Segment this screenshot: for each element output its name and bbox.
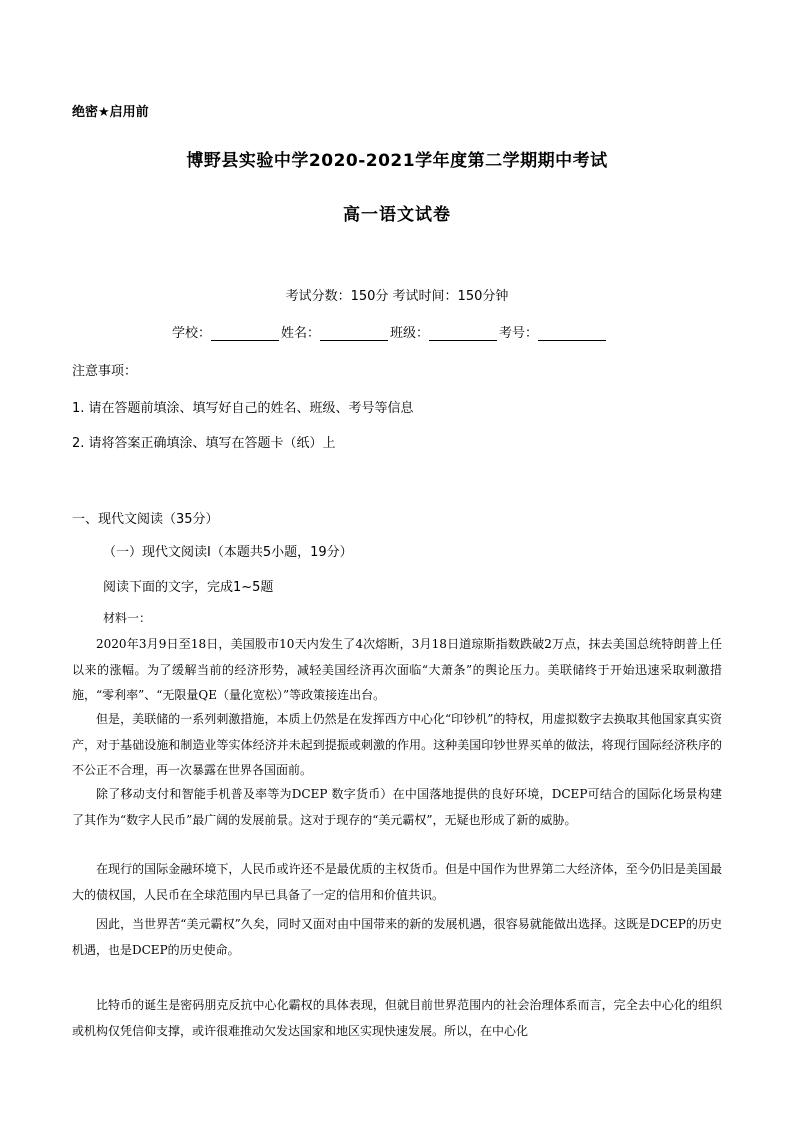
exam-subtitle: 高一语文试卷 [343, 205, 451, 225]
name-label: 姓名： [281, 326, 321, 341]
note-item: 1. 请在答题前填涂、填写好自己的姓名、班级、考号等信息 [72, 401, 414, 416]
paragraph: 2020年3月9日至18日，美国股市10天内发生了4次熔断，3月18日道琼斯指数跌破2万点，抹去美国总统特朗普上任以来的涨幅。为了缓解当前的经济形势，减轻美国经济再次面临“大萧条”的舆论压力。美联储终于开始迅速采取刺激措施，“零利率”、“无限量QE（量化宽松）”等政策接连出台。 [72, 637, 722, 702]
paragraph: 比特币的诞生是密码朋克反抗中心化霸权的具体表现，但就目前世界范围内的社会治理体系而言，完全去中心化的组织或机构仅凭信仰支撑，或许很难推动欠发达国家和地区实现快速发展。所以，在中心化 [72, 998, 722, 1038]
school-label: 学校： [172, 326, 212, 341]
class-blank[interactable] [429, 328, 497, 341]
material-label: 材料一： [103, 611, 152, 625]
notes-title: 注意事项： [72, 364, 138, 379]
name-blank[interactable] [320, 328, 388, 341]
school-blank[interactable] [211, 328, 279, 341]
paragraph: 除了移动支付和智能手机普及率等为DCEP 数字货币）在中国落地提供的良好环境，DCEP可结合的国际化场景构建了其作为“数字人民币”最广阔的发展前景。这对于现存的“美元霸权”，无疑也形成了新的威胁。 [72, 787, 722, 827]
student-info-row [172, 322, 608, 341]
exam-title: 博野县实验中学2020-2021学年度第二学期期中考试 [186, 151, 608, 171]
paragraph: 在现行的国际金融环境下，人民币或许还不是最优质的主权货币。但是中国作为世界第二大经济体，至今仍旧是美国最大的债权国，人民币在全球范围内早已具备了一定的信用和价值共识。 [72, 862, 722, 902]
score-time-info: 考试分数：150分 考试时间：150分钟 [285, 289, 509, 304]
exam-no-label: 考号： [499, 326, 539, 341]
confidential-label: 绝密★启用前 [72, 105, 149, 120]
subsection-title: （一）现代文阅读Ⅰ（本题共5小题，19分） [103, 545, 353, 560]
instruction: 阅读下面的文字，完成1~5题 [103, 580, 274, 595]
section-title: 一、现代文阅读（35分） [72, 512, 219, 527]
exam-no-blank[interactable] [538, 328, 606, 341]
paragraph: 但是，美联储的一系列刺激措施，本质上仍然是在发挥西方中心化“印钞机”的特权，用虚拟数字去换取其他国家真实资产，对于基础设施和制造业等实体经济并未起到提振或刺激的作用。这种美国印钞世界买单的做法，将现行国际经济秩序的不公正不合理，再一次暴露在世界各国面前。 [72, 712, 722, 777]
paragraph: 因此，当世界苦“美元霸权”久矣，同时又面对由中国带来的新的发展机遇，很容易就能做出选择。这既是DCEP的历史机遇，也是DCEP的历史使命。 [72, 917, 722, 957]
class-label: 班级： [390, 326, 430, 341]
note-item: 2. 请将答案正确填涂、填写在答题卡（纸）上 [72, 436, 336, 451]
